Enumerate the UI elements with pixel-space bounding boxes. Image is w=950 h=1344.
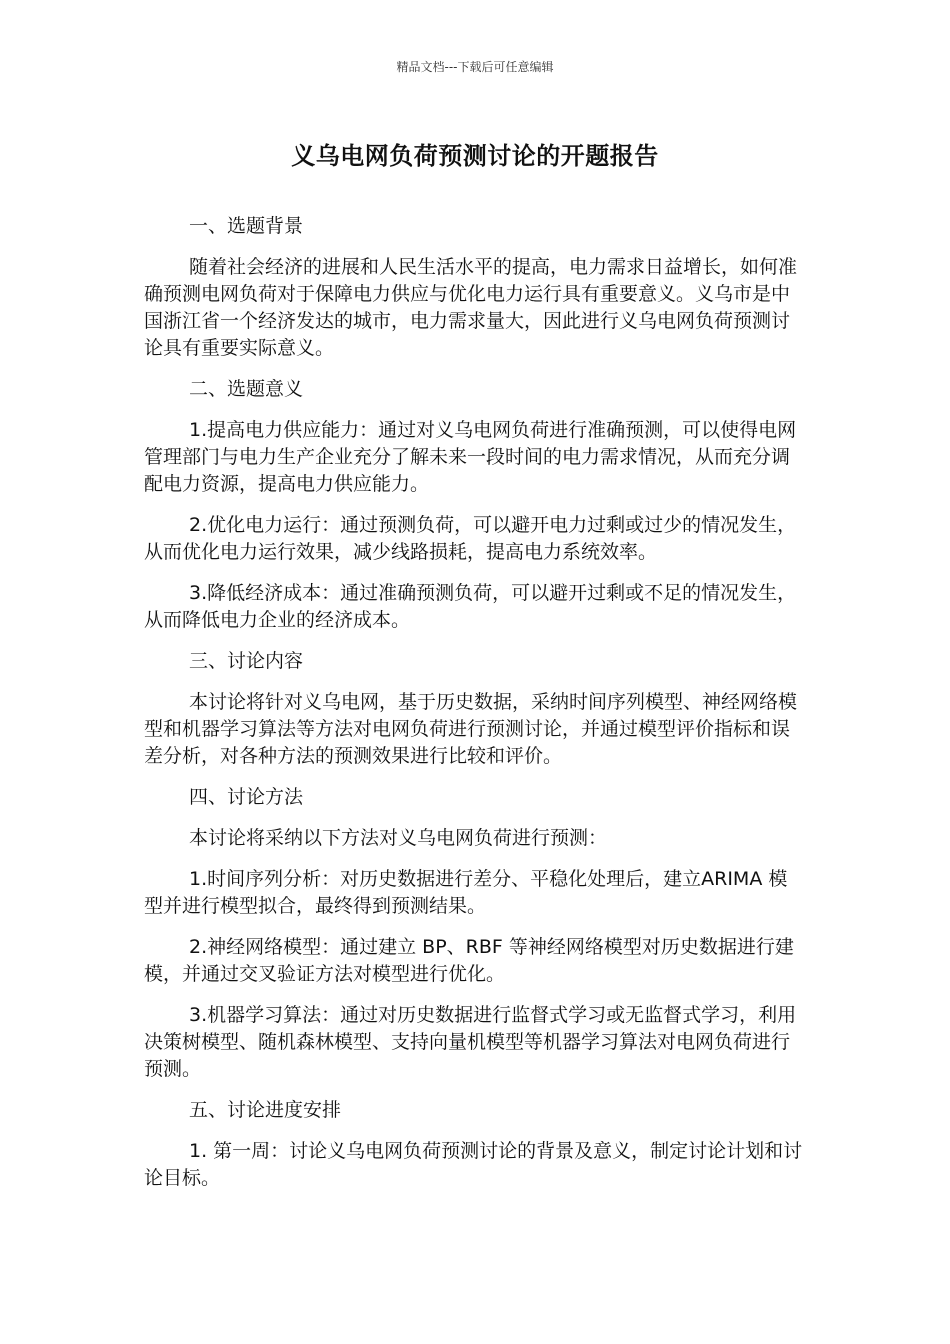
header-note: 精品文档---下载后可任意编辑: [396, 60, 554, 74]
document-body: [144, 213, 806, 1206]
section-heading-methods: 四、讨论方法: [189, 786, 304, 808]
paragraph-content: 本讨论将针对义乌电网，基于历史数据，采纳时间序列模型、神经网络模型和机器学习算法等方法对电网负荷进行预测讨论，并通过模型评价指标和误差分析，对各种方法的预测效果进行比较和评价。: [144, 691, 798, 767]
paragraph-schedule-1: 1. 第一周：讨论义乌电网负荷预测讨论的背景及意义，制定讨论计划和讨论目标。: [144, 1140, 803, 1189]
section-heading-schedule: 五、讨论进度安排: [189, 1099, 342, 1121]
paragraph-method-1: 1.时间序列分析：对历史数据进行差分、平稳化处理后，建立ARIMA 模型并进行模型拟合，最终得到预测结果。: [144, 868, 788, 917]
paragraph-method-2: 2.神经网络模型：通过建立 BP、RBF 等神经网络模型对历史数据进行建模，并通过交叉验证方法对模型进行优化。: [144, 936, 794, 985]
section-heading-significance: 二、选题意义: [189, 378, 304, 400]
paragraph-significance-2: 2.优化电力运行：通过预测负荷，可以避开电力过剩或过少的情况发生，从而优化电力运行效果，减少线路损耗，提高电力系统效率。: [144, 514, 797, 563]
paragraph-method-3: 3.机器学习算法：通过对历史数据进行监督式学习或无监督式学习，利用决策树模型、随机森林模型、支持向量机模型等机器学习算法对电网负荷进行预测。: [144, 1004, 797, 1080]
section-heading-background: 一、选题背景: [189, 215, 304, 237]
paragraph-significance-3: 3.降低经济成本：通过准确预测负荷，可以避开过剩或不足的情况发生，从而降低电力企业的经济成本。: [144, 582, 797, 631]
paragraph-background: 随着社会经济的进展和人民生活水平的提高，电力需求日益增长，如何准确预测电网负荷对于保障电力供应与优化电力运行具有重要意义。义乌市是中国浙江省一个经济发达的城市，电力需求量大，因此进行义乌电网负荷预测讨论具有重要实际意义。: [144, 256, 798, 359]
paragraph-methods-intro: 本讨论将采纳以下方法对义乌电网负荷进行预测：: [189, 827, 608, 849]
paragraph-significance-1: 1.提高电力供应能力：通过对义乌电网负荷进行准确预测，可以使得电网管理部门与电力生产企业充分了解未来一段时间的电力需求情况，从而充分调配电力资源，提高电力供应能力。: [144, 419, 797, 495]
document-title: 义乌电网负荷预测讨论的开题报告: [291, 142, 659, 170]
section-heading-content: 三、讨论内容: [189, 650, 304, 672]
